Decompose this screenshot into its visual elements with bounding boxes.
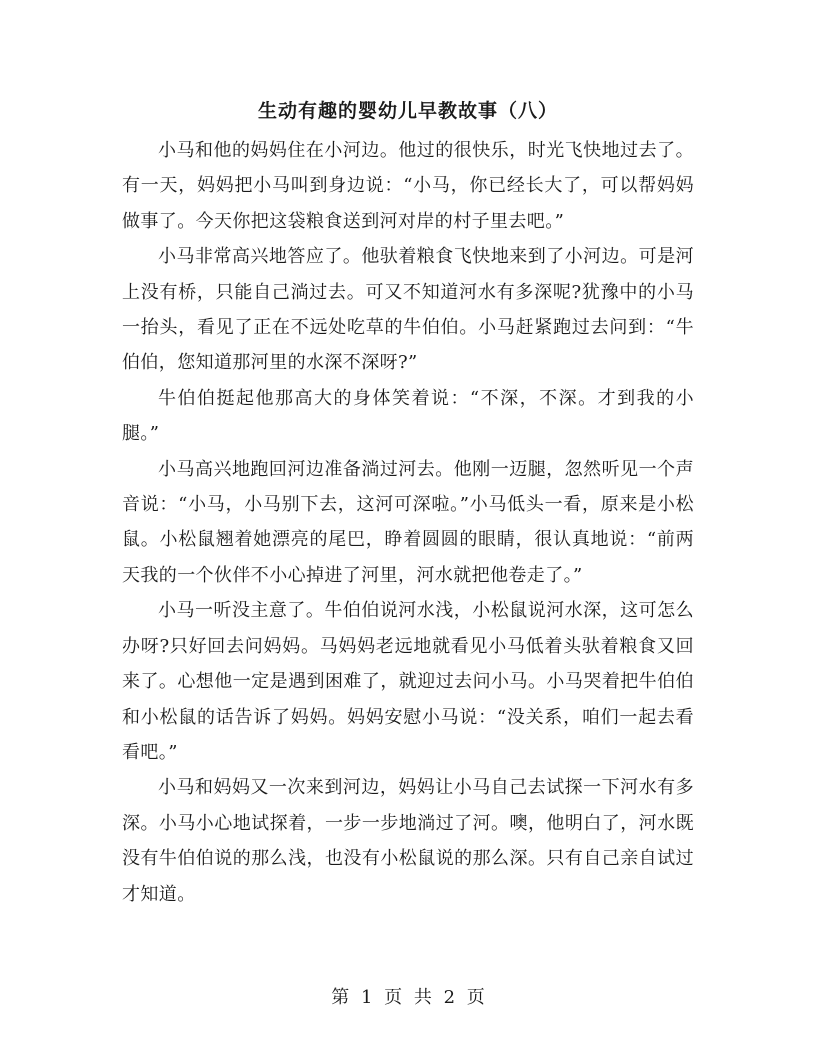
document-title: 生动有趣的婴幼儿早教故事（八）	[257, 100, 558, 122]
paragraph-1: 小马和他的妈妈住在小河边。他过的很快乐，时光飞快地过去了。有一天，妈妈把小马叫到身边说：“小马，你已经长大了，可以帮妈妈做事了。今天你把这袋粮食送到河对岸的村子里去吧。”	[122, 140, 694, 232]
paragraph-2: 小马非常高兴地答应了。他驮着粮食飞快地来到了小河边。可是河上没有桥，只能自己淌过去。可又不知道河水有多深呢?犹豫中的小马一抬头，看见了正在不远处吃草的牛伯伯。小马赶紧跑过去问到：“牛伯伯，您知道那河里的水深不深呀?”	[122, 246, 694, 374]
document-body	[122, 133, 694, 912]
paragraph-5: 小马一听没主意了。牛伯伯说河水浅，小松鼠说河水深，这可怎么办呀?只好回去问妈妈。马妈妈老远地就看见小马低着头驮着粮食又回来了。心想他一定是遇到困难了，就迎过去问小马。小马哭着把牛伯伯和小松鼠的话告诉了妈妈。妈妈安慰小马说：“没关系，咱们一起去看看吧。”	[122, 600, 694, 763]
paragraph-6: 小马和妈妈又一次来到河边，妈妈让小马自己去试探一下河水有多深。小马小心地试探着，一步一步地淌过了河。噢，他明白了，河水既没有牛伯伯说的那么浅，也没有小松鼠说的那么深。只有自己亲自试过才知道。	[122, 777, 694, 905]
paragraph-4: 小马高兴地跑回河边准备淌过河去。他刚一迈腿，忽然听见一个声音说：“小马，小马别下去，这河可深啦。”小马低头一看，原来是小松鼠。小松鼠翘着她漂亮的尾巴，睁着圆圆的眼睛，很认真地说：“前两天我的一个伙伴不小心掉进了河里，河水就把他卷走了。”	[122, 458, 694, 586]
page-number-footer: 第 1 页 共 2 页	[331, 987, 485, 1008]
paragraph-3: 牛伯伯挺起他那高大的身体笑着说：“不深，不深。才到我的小腿。”	[122, 387, 694, 445]
